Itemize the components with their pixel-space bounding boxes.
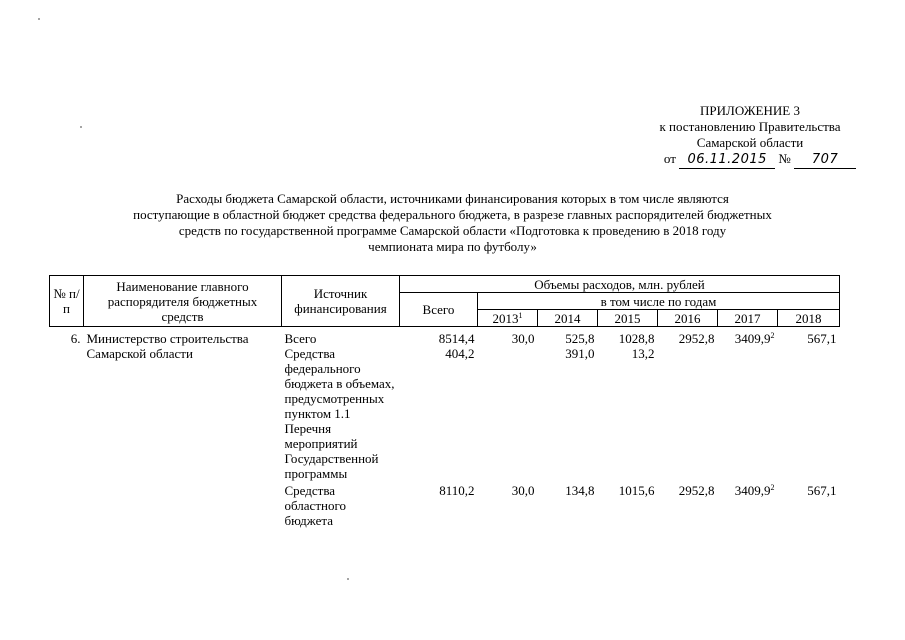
header-no: № п/п — [50, 276, 84, 327]
value-2017 — [718, 346, 778, 483]
appendix-line-2: к постановлению Правительства — [659, 119, 841, 134]
decree-date: 06.11.2015 — [679, 152, 775, 169]
value-2017: 3409,9$^2$ — [734, 331, 775, 346]
decree-number: 707 — [794, 152, 856, 169]
header-year-2014: 2014 — [538, 310, 598, 327]
total-cell: 8514,4 — [438, 331, 475, 346]
total-cell: 8110,2 — [439, 483, 475, 498]
appendix-block — [600, 103, 900, 169]
title-line-4: чемпионата мира по футболу» — [368, 239, 537, 254]
total-cell: 404,2 — [445, 346, 475, 361]
value-2014: 134,8 — [565, 483, 595, 498]
value-2018: 567,1 — [807, 483, 837, 498]
appendix-date-line — [600, 151, 900, 169]
document-title — [40, 191, 865, 255]
source-cell: Средства федерального бюджета в объемах, предусмотренных пунктом 1.1 Перечня мероприятий Государственной программы — [284, 346, 395, 481]
value-2013: 30,0 — [511, 483, 535, 498]
row-no: 6. — [70, 331, 81, 346]
row-ministry-name: Министерство строительства Самарской области — [86, 331, 249, 361]
header-by-years: в том числе по годам — [478, 293, 840, 310]
header-name: Наименование главного распорядителя бюджетных средств — [84, 276, 282, 327]
title-line-3: средств по государственной программе Самарской области «Подготовка к проведению в 2018 году — [178, 223, 727, 238]
header-year-2016: 2016 — [658, 310, 718, 327]
header-year-2017: 2017 — [718, 310, 778, 327]
value-2014: 525,8 — [565, 331, 595, 346]
footnote-mark: 2 — [770, 331, 775, 340]
source-cell: Всего — [284, 331, 317, 346]
from-label: от — [663, 151, 676, 166]
value-2013: 30,0 — [511, 331, 535, 346]
value-2014: 391,0 — [565, 346, 595, 361]
header-year-2015: 2015 — [598, 310, 658, 327]
value-2016: 2952,8 — [678, 331, 715, 346]
header-total: Всего — [400, 293, 478, 327]
value-2015: 1028,8 — [618, 331, 655, 346]
title-line-1: Расходы бюджета Самарской области, источниками финансирования которых в том числе являются — [176, 191, 729, 206]
number-label: № — [778, 151, 791, 166]
scan-speck — [347, 578, 349, 580]
scan-speck — [38, 18, 40, 20]
scan-speck — [80, 126, 82, 128]
footnote-mark: 1 — [518, 310, 523, 320]
header-source: Источник финансирования — [282, 276, 400, 327]
appendix-heading: ПРИЛОЖЕНИЕ 3 — [700, 103, 800, 118]
budget-table — [49, 275, 840, 528]
value-2016 — [658, 346, 718, 483]
header-volumes: Объемы расходов, млн. рублей — [400, 276, 840, 293]
footnote-mark: 2 — [770, 483, 775, 492]
value-2018: 567,1 — [807, 331, 837, 346]
appendix-line-3: Самарской области — [696, 135, 804, 150]
value-2018 — [778, 346, 840, 483]
table-row — [50, 327, 840, 347]
value-2016: 2952,8 — [678, 483, 715, 498]
title-line-2: поступающие в областной бюджет средства федерального бюджета, в разрезе главных распорядителей бюджетных — [133, 207, 772, 222]
header-year-2013: 2013$^1$ — [478, 310, 538, 327]
value-2015: 13,2 — [631, 346, 655, 361]
value-2017: 3409,9$^2$ — [734, 483, 775, 498]
value-2013 — [478, 346, 538, 483]
source-cell: Средства областного бюджета — [284, 483, 346, 528]
value-2015: 1015,6 — [618, 483, 655, 498]
header-year-2018: 2018 — [778, 310, 840, 327]
